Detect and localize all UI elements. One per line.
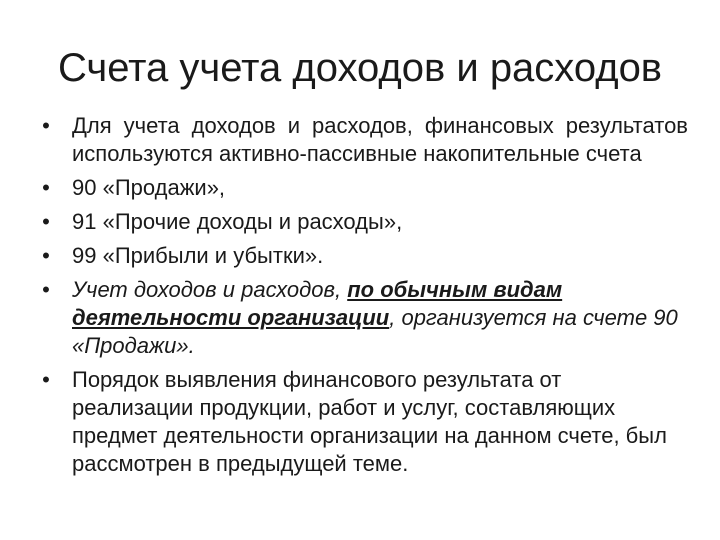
bullet-text-part: Учет доходов и расходов, bbox=[72, 277, 348, 302]
bullet-item bbox=[36, 276, 688, 360]
bullet-icon: • bbox=[42, 209, 50, 234]
bullet-item bbox=[36, 208, 688, 236]
bullet-text bbox=[72, 276, 688, 360]
bullet-item bbox=[36, 366, 688, 478]
bullet-icon: • bbox=[42, 175, 50, 200]
bullet-text: 99 «Прибыли и убытки». bbox=[72, 243, 324, 268]
bullet-text-part: , организуется на счете 90 «Продажи». bbox=[72, 305, 678, 358]
bullet-text: Порядок выявления финансового результата от реализации продукции, работ и услуг, составляющих предмет деятельности организации на данном счете, был рассмотрен в предыдущей теме. bbox=[72, 367, 667, 476]
bullet-list bbox=[36, 112, 688, 484]
bullet-text: 91 «Прочие доходы и расходы», bbox=[72, 209, 403, 234]
slide-title: Счета учета доходов и расходов bbox=[57, 46, 663, 90]
emphasized-text: по обычным видам деятельности организации bbox=[72, 277, 563, 330]
bullet-text: 90 «Продажи», bbox=[72, 175, 226, 200]
bullet-icon: • bbox=[42, 277, 50, 302]
bullet-item bbox=[36, 174, 688, 202]
bullet-icon: • bbox=[42, 113, 50, 138]
bullet-item bbox=[36, 242, 688, 270]
bullet-icon: • bbox=[42, 243, 50, 268]
bullet-text: Для учета доходов и расходов, финансовых результатов используются активно-пассивные накопительные счета bbox=[72, 113, 688, 166]
bullet-item bbox=[36, 112, 688, 168]
bullet-icon: • bbox=[42, 367, 50, 392]
